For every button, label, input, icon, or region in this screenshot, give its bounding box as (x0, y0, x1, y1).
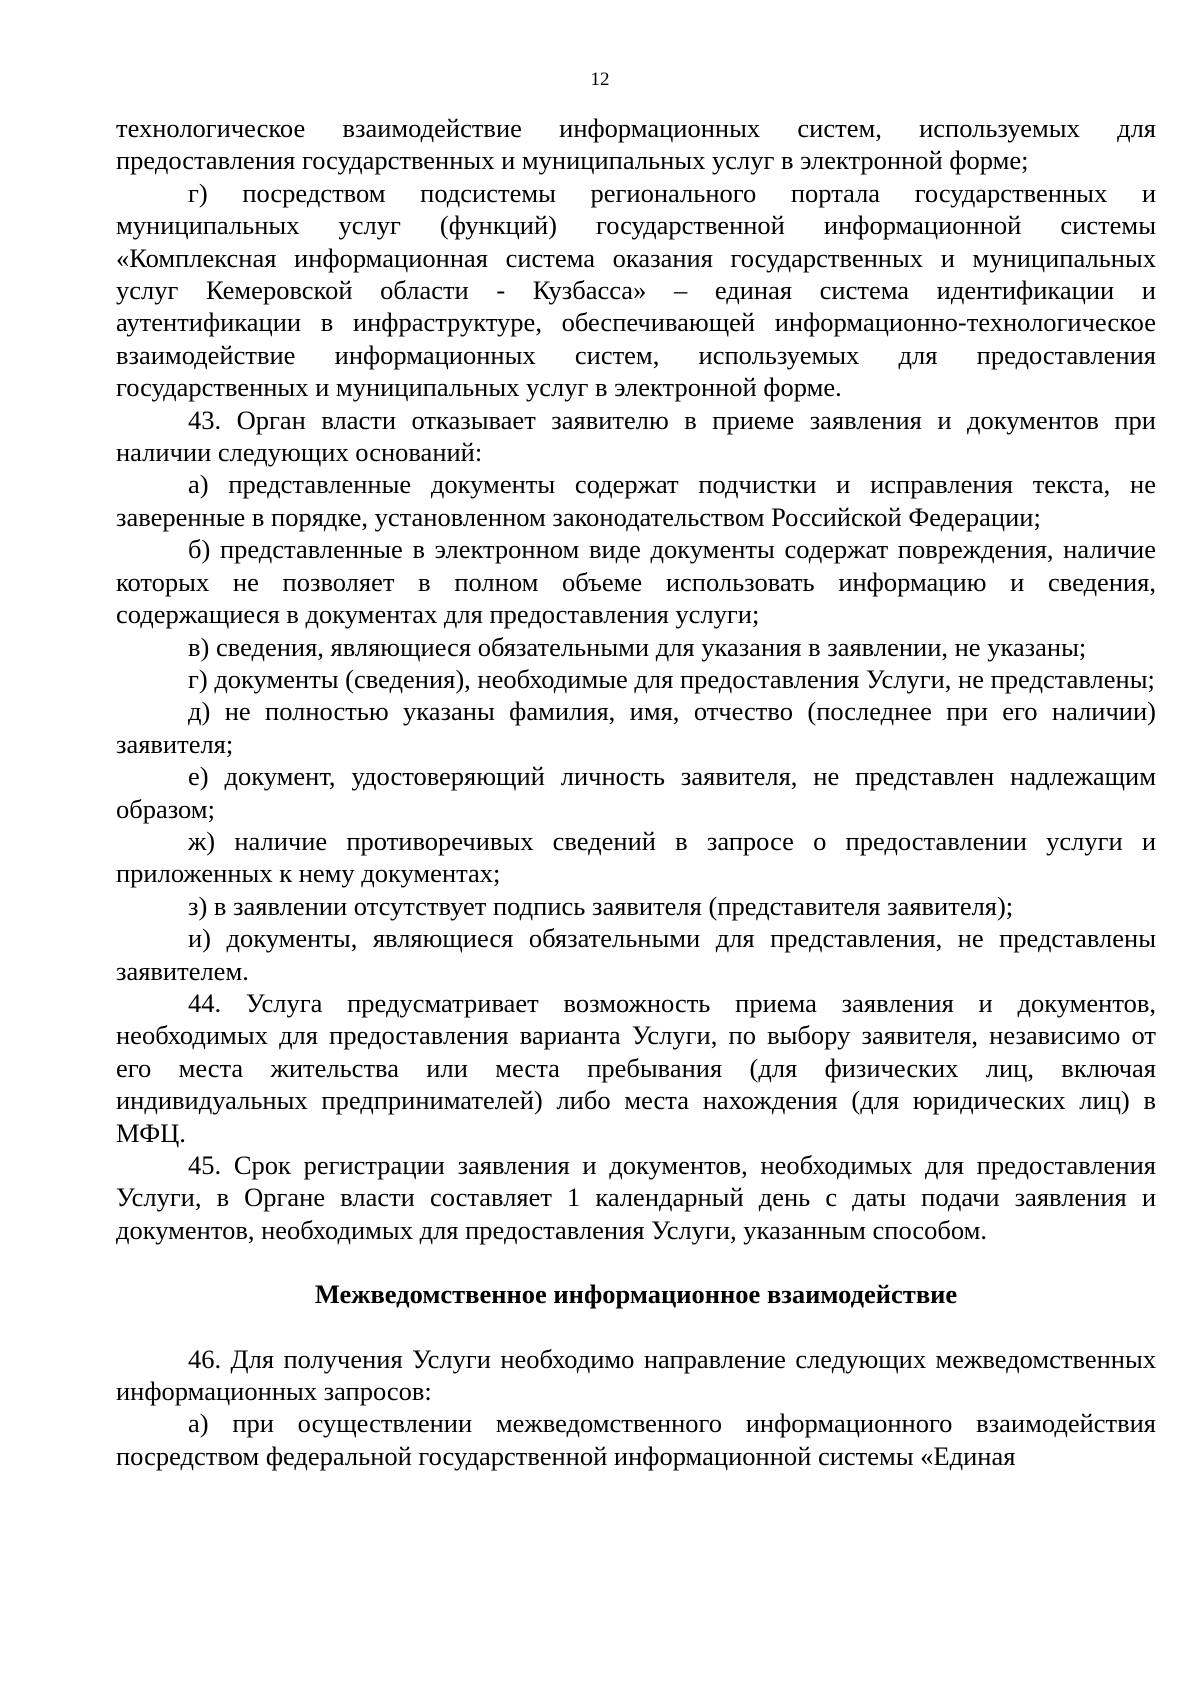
section-heading: Межведомственное информационное взаимодействие (314, 1279, 958, 1310)
paragraph-item-i: и) документы, являющиеся обязательными для представления, не представлены заявителем. (116, 923, 1156, 986)
paragraph-46: 46. Для получения Услуги необходимо направление следующих межведомственных информационных запросов: (116, 1343, 1156, 1407)
paragraph-item-z: з) в заявлении отсутствует подпись заявителя (представителя заявителя); (188, 890, 1014, 921)
paragraph-item-v: в) сведения, являющиеся обязательными для указания в заявлении, не указаны; (188, 631, 1087, 662)
paragraph: технологическое взаимодействие информационных систем, используемых для предоставления государственных и муниципальных услуг в электронной форме; (116, 113, 1156, 176)
paragraph-44: 44. Услуга предусматривает возможность приема заявления и документов, необходимых для предоставления варианта Услуги, по выбору заявителя, независимо от его места жительства или места пребывания (для физических лиц, включая индивидуальных предпринимателей) либо места нахождения (для юридических лиц) в МФЦ. (116, 987, 1156, 1148)
paragraph-item-b: б) представленные в электронном виде документы содержат повреждения, наличие которых не позволяет в полном объеме использовать информацию и сведения, содержащиеся в документах для предоставления услуги; (116, 534, 1156, 630)
paragraph-item-zh: ж) наличие противоречивых сведений в запросе о предоставлении услуги и приложенных к нему документах; (116, 825, 1156, 889)
paragraph-item-a: а) представленные документы содержат подчистки и исправления текста, не заверенные в порядке, установленном законодательством Российской Федерации; (116, 469, 1156, 532)
page-number: 12 (590, 69, 610, 90)
paragraph-item-d: д) не полностью указаны фамилия, имя, отчество (последнее при его наличии) заявителя; (116, 696, 1156, 759)
paragraph-45: 45. Срок регистрации заявления и документов, необходимых для предоставления Услуги, в Органе власти составляет 1 календарный день с даты подачи заявления и документов, необходимых для предоставления Услуги, указанным способом. (116, 1150, 1156, 1245)
paragraph-item-a2: а) при осуществлении межведомственного информационного взаимодействия посредством федеральной государственной информационной системы «Единая (116, 1408, 1156, 1471)
paragraph-item-e: е) документ, удостоверяющий личность заявителя, не представлен надлежащим образом; (116, 761, 1156, 824)
paragraph-item-g: г) посредством подсистемы регионального портала государственных и муниципальных услуг (функций) государственной информационной системы «Комплексная информационная система оказания государственных и муниципальных услуг Кемеровской области - Кузбасса» – единая система идентификации и аутентификации в инфраструктуре, обеспечивающей информационно-технологическое взаимодействие информационных систем, используемых для предоставления государственных и муниципальных услуг в электронной форме. (116, 177, 1156, 403)
document-body (116, 112, 1156, 1472)
paragraph-item-g2: г) документы (сведения), необходимые для предоставления Услуги, не представлены; (188, 663, 1155, 694)
paragraph-43: 43. Орган власти отказывает заявителю в приеме заявления и документов при наличии следующих оснований: (116, 404, 1156, 468)
